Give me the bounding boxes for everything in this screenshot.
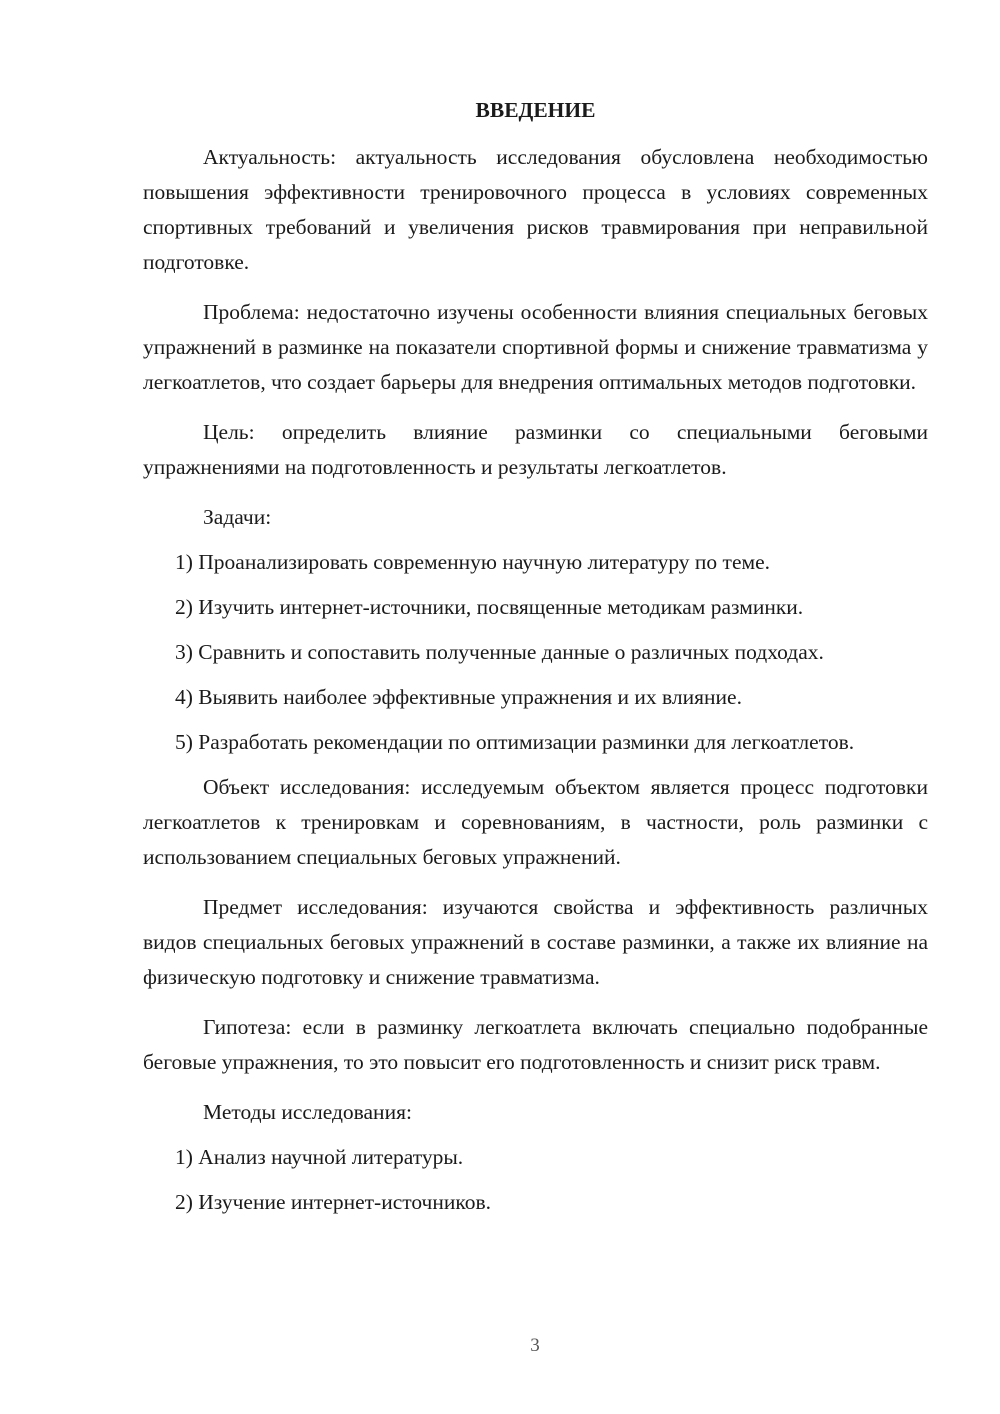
method-item: 2) Изучение интернет-источников.	[175, 1190, 492, 1214]
task-item: 3) Сравнить и сопоставить полученные данные о различных подходах.	[175, 640, 824, 664]
problem-paragraph: Проблема: недостаточно изучены особенности влияния специальных беговых упражнений в разминке на показатели спортивной формы и снижение травматизма у легкоатлетов, что создает барьеры для внедрения оптимальных методов подготовки.	[143, 300, 928, 394]
page-number: 3	[530, 1335, 540, 1356]
task-item: 4) Выявить наиболее эффективные упражнения и их влияние.	[175, 685, 742, 709]
task-item: 5) Разработать рекомендации по оптимизации разминки для легкоатлетов.	[175, 730, 855, 754]
relevance-paragraph: Актуальность: актуальность исследования обусловлена необходимостью повышения эффективности тренировочного процесса в условиях современных спортивных требований и увеличения рисков травмирования при неправильной подготовке.	[143, 145, 928, 274]
tasks-label: Задачи:	[203, 505, 272, 529]
task-item: 2) Изучить интернет-источники, посвященные методикам разминки.	[175, 595, 804, 619]
methods-label: Методы исследования:	[203, 1100, 412, 1124]
document-page	[143, 95, 928, 1230]
hypothesis-paragraph: Гипотеза: если в разминку легкоатлета включать специально подобранные беговые упражнения, то это повысит его подготовленность и снизит риск травм.	[143, 1015, 928, 1074]
object-paragraph: Объект исследования: исследуемым объектом является процесс подготовки легкоатлетов к тренировкам и соревнованиям, в частности, роль разминки с использованием специальных беговых упражнений.	[143, 775, 928, 869]
task-item: 1) Проанализировать современную научную литературу по теме.	[175, 550, 771, 574]
method-item: 1) Анализ научной литературы.	[175, 1145, 464, 1169]
subject-paragraph: Предмет исследования: изучаются свойства и эффективность различных видов специальных беговых упражнений в составе разминки, а также их влияние на физическую подготовку и снижение травматизма.	[143, 895, 928, 989]
goal-paragraph: Цель: определить влияние разминки со специальными беговыми упражнениями на подготовленность и результаты легкоатлетов.	[143, 420, 928, 479]
section-title: ВВЕДЕНИЕ	[475, 98, 596, 122]
